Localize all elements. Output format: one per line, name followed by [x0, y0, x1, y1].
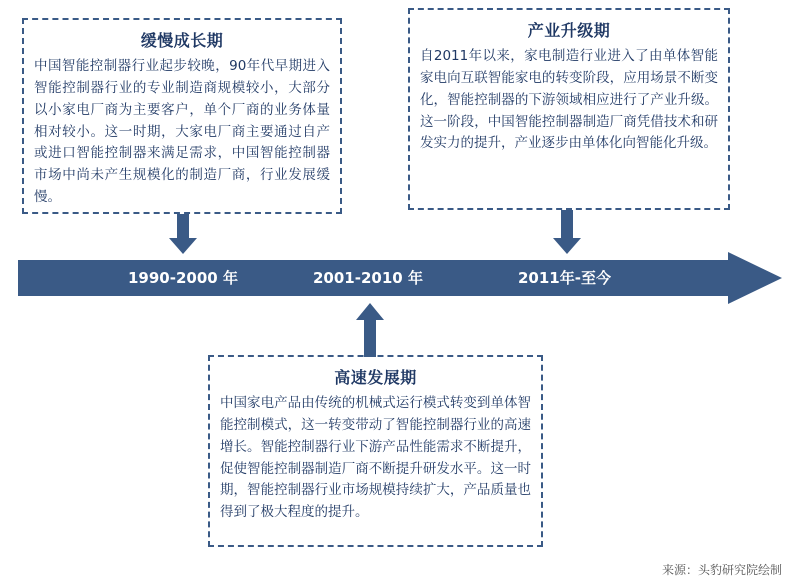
phase-body-fast-development: 中国家电产品由传统的机械式运行模式转变到单体智能控制模式，这一转变带动了智能控制器行业的高速增长。智能控制器行业下游产品性能需求不断提升，促使智能控制器制造厂商不断提升研发水平。这一时期，智能控制器行业市场规模持续扩大，产品质量也得到了极大程度的提升。: [220, 395, 531, 521]
timeline-label-2011-present: 2011年-至今: [518, 269, 611, 287]
connector-arrow-industry-upgrade: [552, 210, 582, 254]
connector-arrow-fast-development: [355, 303, 385, 357]
phase-title-slow-growth: 缓慢成长期: [140, 31, 224, 50]
phase-title-industry-upgrade: 产业升级期: [527, 21, 611, 40]
timeline-label-2001-2010: 2001-2010 年: [313, 269, 423, 287]
phase-box-fast-development: [208, 355, 543, 547]
source-note: 来源：头豹研究院绘制: [661, 563, 782, 577]
connector-arrow-slow-growth: [168, 214, 198, 254]
phase-box-industry-upgrade: [408, 8, 730, 210]
phase-body-slow-growth: 中国智能控制器行业起步较晚，90年代早期进入智能控制器行业的专业制造商规模较小，大部分以小家电厂商为主要客户，单个厂商的业务体量相对较小。这一时期，大家电厂商主要通过自产或进口智能控制器来满足需求，中国智能控制器市场中尚未产生规模化的制造厂商，行业发展缓慢。: [34, 58, 330, 206]
timeline-label-1990-2000: 1990-2000 年: [128, 269, 238, 287]
phase-title-fast-development: 高速发展期: [334, 368, 417, 387]
phase-box-slow-growth: [22, 18, 342, 214]
phase-body-industry-upgrade: 自2011年以来，家电制造行业进入了由单体智能家电向互联智能家电的转变阶段，应用场景不断变化，智能控制器的下游领域相应进行了产业升级。这一阶段，中国智能控制器制造厂商凭借技术和研发实力的提升，产业逐步由单体化向智能化升级。: [420, 48, 718, 152]
